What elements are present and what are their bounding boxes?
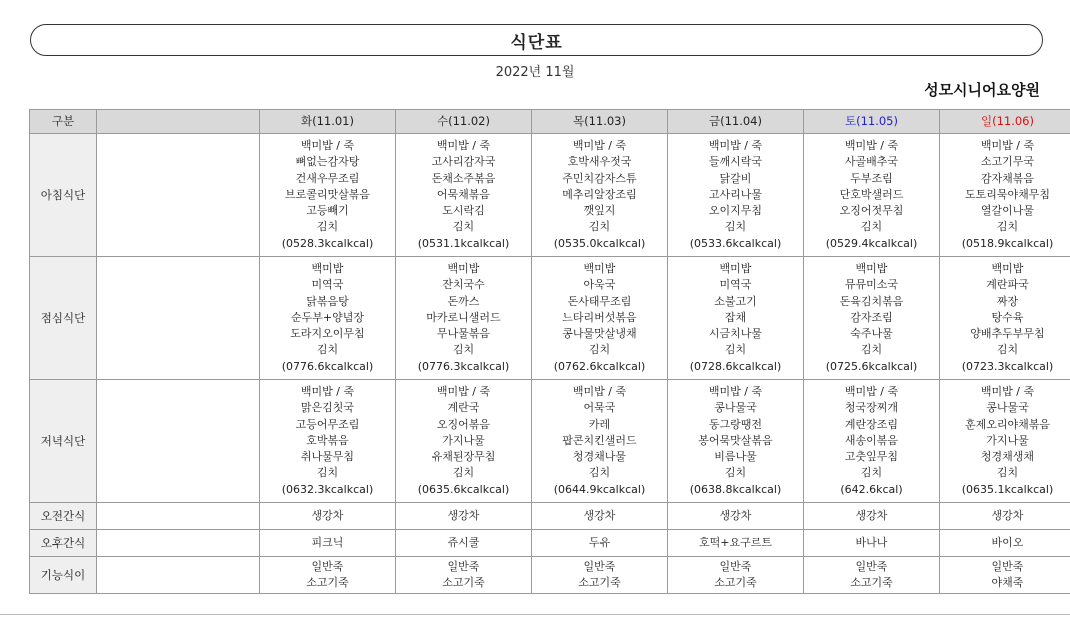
menu-item: 김치 xyxy=(452,466,475,480)
page-subtitle: 2022년 11월 xyxy=(495,65,575,80)
meal-plan-table xyxy=(29,109,1070,594)
menu-item: 호떡+요구르트 xyxy=(699,535,772,549)
menu-cell xyxy=(532,257,668,380)
menu-item: 백미밥 / 죽 xyxy=(572,139,627,153)
menu-item: 감자조림 xyxy=(850,310,893,324)
menu-item: 닭갈비 xyxy=(719,171,752,185)
menu-item: 백미밥 / 죽 xyxy=(708,385,763,399)
menu-item: (0533.6kcalkcal) xyxy=(689,236,782,250)
menu-item: 감자채볶음 xyxy=(980,171,1035,185)
menu-item: 생강차 xyxy=(991,508,1024,522)
menu-item: 계란파국 xyxy=(986,278,1029,292)
menu-item: 미역국 xyxy=(719,278,752,292)
menu-cell xyxy=(940,257,1070,380)
menu-cell xyxy=(940,380,1070,503)
menu-item: 청경채나물 xyxy=(572,450,627,464)
menu-item: 양배추두부무침 xyxy=(970,327,1045,341)
menu-item: 브로콜리맛살볶음 xyxy=(284,187,370,201)
menu-cell xyxy=(260,134,396,257)
page-title: 식단표 xyxy=(510,32,563,53)
menu-item: (0635.1kcalkcal) xyxy=(961,482,1054,496)
menu-item: (0529.4kcalkcal) xyxy=(825,236,918,250)
menu-item: 백미밥 / 죽 xyxy=(436,385,491,399)
menu-item: 열갈이나물 xyxy=(980,204,1035,218)
category-header: 구분 xyxy=(30,110,97,134)
menu-cell xyxy=(260,530,396,557)
menu-item: 바이오 xyxy=(991,535,1024,549)
menu-item: 김치 xyxy=(724,466,747,480)
menu-item: 생강차 xyxy=(855,508,888,522)
table-header-row xyxy=(30,110,1070,134)
menu-item: 가지나물 xyxy=(986,433,1029,447)
menu-item: 김치 xyxy=(316,466,339,480)
menu-item: 깻잎지 xyxy=(583,204,616,218)
menu-item: 김치 xyxy=(452,220,475,234)
menu-cell xyxy=(260,380,396,503)
menu-item: 오징어볶음 xyxy=(436,417,491,431)
menu-item: 고등어무조림 xyxy=(295,417,360,431)
menu-item: 돈육김치볶음 xyxy=(839,294,904,308)
menu-item: 잡채 xyxy=(724,310,747,324)
row-category-label: 아침식단 xyxy=(30,134,97,257)
menu-item: 일반죽 xyxy=(447,559,480,573)
day-header: 수(11.02) xyxy=(396,110,532,134)
menu-item: 일반죽 xyxy=(311,559,344,573)
menu-item: 생강차 xyxy=(447,508,480,522)
menu-item: 돈채소주볶음 xyxy=(431,171,496,185)
menu-item: 백미밥 / 죽 xyxy=(300,385,355,399)
menu-item: 봉어묵맛살볶음 xyxy=(698,433,773,447)
menu-item: 소고기죽 xyxy=(850,576,893,589)
menu-cell xyxy=(532,557,668,594)
menu-cell xyxy=(668,503,804,530)
menu-cell xyxy=(396,380,532,503)
menu-item: 백미밥 / 죽 xyxy=(572,385,627,399)
menu-cell xyxy=(668,557,804,594)
menu-item: 김치 xyxy=(724,343,747,357)
menu-item: 일반죽 xyxy=(719,559,752,573)
table-row xyxy=(30,503,1070,530)
menu-cell xyxy=(668,257,804,380)
blank-cell xyxy=(97,257,260,380)
menu-cell xyxy=(940,557,1070,594)
table-row xyxy=(30,257,1070,380)
menu-item: 취나물무침 xyxy=(300,450,355,464)
menu-item: 일반죽 xyxy=(991,559,1024,573)
day-header: 목(11.03) xyxy=(532,110,668,134)
menu-item: 김치 xyxy=(860,466,883,480)
menu-item: 동그랑땡전 xyxy=(708,417,763,431)
menu-item: 새송이볶음 xyxy=(844,433,899,447)
menu-item: 오이지무침 xyxy=(708,204,763,218)
menu-item: 백미밥 xyxy=(855,262,888,276)
menu-item: 오징어젓무침 xyxy=(839,204,904,218)
menu-item: 소고기죽 xyxy=(578,576,621,589)
row-category-label: 점심식단 xyxy=(30,257,97,380)
blank-cell xyxy=(97,134,260,257)
menu-cell xyxy=(532,530,668,557)
menu-item: 청국장찌개 xyxy=(844,401,899,415)
table-row xyxy=(30,557,1070,594)
menu-item: 야채죽 xyxy=(991,576,1024,589)
menu-item: 백미밥 / 죽 xyxy=(980,139,1035,153)
menu-item: 백미밥 xyxy=(719,262,752,276)
menu-item: 고등빼기 xyxy=(306,204,349,218)
menu-item: 고사리감자국 xyxy=(431,155,496,169)
menu-item: (0723.3kcalkcal) xyxy=(961,359,1054,373)
menu-cell xyxy=(396,503,532,530)
menu-cell xyxy=(396,134,532,257)
menu-item: 고춧잎무침 xyxy=(844,450,899,464)
menu-item: 시금치나물 xyxy=(708,327,763,341)
menu-item: 맑은김칫국 xyxy=(300,401,355,415)
menu-cell xyxy=(804,134,940,257)
blank-header xyxy=(97,110,260,134)
facility-name: 성모시니어요양원 xyxy=(924,81,1040,99)
menu-item: (0644.9kcalkcal) xyxy=(553,482,646,496)
menu-item: 백미밥 xyxy=(311,262,344,276)
menu-cell xyxy=(804,503,940,530)
menu-item: 김치 xyxy=(588,220,611,234)
table-row xyxy=(30,380,1070,503)
menu-item: 일반죽 xyxy=(855,559,888,573)
menu-item: (642.6kcal) xyxy=(840,482,903,496)
menu-item: 닭볶음탕 xyxy=(306,294,349,308)
menu-item: 콩나물맛살냉채 xyxy=(562,327,637,341)
menu-item: 어묵국 xyxy=(583,401,616,415)
menu-item: 백미밥 / 죽 xyxy=(844,385,899,399)
menu-item: 가지나물 xyxy=(442,433,485,447)
menu-item: 주민치감자스튜 xyxy=(562,171,637,185)
row-category-label: 저녁식단 xyxy=(30,380,97,503)
menu-item: 느타리버섯볶음 xyxy=(562,310,637,324)
menu-cell xyxy=(260,557,396,594)
menu-item: (0776.3kcalkcal) xyxy=(417,359,510,373)
menu-item: 소고기죽 xyxy=(714,576,757,589)
menu-item: 생강차 xyxy=(719,508,752,522)
menu-item: 유채된장무침 xyxy=(431,450,496,464)
menu-item: 소불고기 xyxy=(714,294,757,308)
menu-cell xyxy=(940,530,1070,557)
menu-item: (0776.6kcalkcal) xyxy=(281,359,374,373)
day-header-saturday: 토(11.05) xyxy=(804,110,940,134)
menu-item: 백미밥 xyxy=(583,262,616,276)
menu-item: 청경채생채 xyxy=(980,450,1035,464)
day-header: 금(11.04) xyxy=(668,110,804,134)
blank-cell xyxy=(97,503,260,530)
menu-item: (0535.0kcalkcal) xyxy=(553,236,646,250)
menu-item: 백미밥 xyxy=(447,262,480,276)
menu-item: 피크닉 xyxy=(311,535,344,549)
menu-item: 어묵채볶음 xyxy=(436,187,491,201)
menu-item: 생강차 xyxy=(583,508,616,522)
menu-item: 훈제오리야채볶음 xyxy=(964,417,1050,431)
menu-item: 사골배추국 xyxy=(844,155,899,169)
menu-item: 백미밥 / 죽 xyxy=(980,385,1035,399)
menu-cell xyxy=(668,380,804,503)
row-category-label: 오전간식 xyxy=(30,503,97,530)
menu-item: 미역국 xyxy=(311,278,344,292)
menu-cell xyxy=(396,530,532,557)
menu-item: 계란장조림 xyxy=(844,417,899,431)
menu-item: 두부조림 xyxy=(850,171,893,185)
menu-cell xyxy=(804,257,940,380)
table-row xyxy=(30,530,1070,557)
menu-item: 마카로니샐러드 xyxy=(426,310,501,324)
menu-item: 쥬시쿨 xyxy=(447,535,480,549)
menu-item: 무나물볶음 xyxy=(436,327,491,341)
menu-item: (0638.8kcalkcal) xyxy=(689,482,782,496)
blank-cell xyxy=(97,380,260,503)
menu-item: 소고기죽 xyxy=(442,576,485,589)
day-header: 화(11.01) xyxy=(260,110,396,134)
menu-item: (0725.6kcalkcal) xyxy=(825,359,918,373)
menu-cell xyxy=(668,134,804,257)
bottom-divider xyxy=(0,614,1070,615)
menu-cell xyxy=(532,503,668,530)
menu-item: 들깨시락국 xyxy=(708,155,763,169)
menu-item: 도시락김 xyxy=(442,204,485,218)
menu-cell xyxy=(804,380,940,503)
menu-cell xyxy=(668,530,804,557)
menu-item: 메추리알장조림 xyxy=(562,187,637,201)
menu-item: 계란국 xyxy=(447,401,480,415)
menu-item: 일반죽 xyxy=(583,559,616,573)
menu-item: 숙주나물 xyxy=(850,327,893,341)
menu-cell xyxy=(396,557,532,594)
menu-item: 아욱국 xyxy=(583,278,616,292)
menu-cell xyxy=(804,557,940,594)
menu-item: 비름나물 xyxy=(714,450,757,464)
menu-item: (0518.9kcalkcal) xyxy=(961,236,1054,250)
menu-item: 김치 xyxy=(996,220,1019,234)
menu-item: 단호박샐러드 xyxy=(839,187,904,201)
menu-cell xyxy=(532,134,668,257)
menu-item: 김치 xyxy=(996,466,1019,480)
row-category-label: 기능식이 xyxy=(30,557,97,594)
menu-item: 두유 xyxy=(588,535,611,549)
menu-item: 돈까스 xyxy=(447,294,480,308)
menu-item: 호박볶음 xyxy=(306,433,349,447)
menu-item: (0632.3kcalkcal) xyxy=(281,482,374,496)
menu-item: 뼈없는감자탕 xyxy=(295,155,360,169)
table-body xyxy=(30,134,1070,594)
menu-item: (0728.6kcalkcal) xyxy=(689,359,782,373)
menu-item: (0528.3kcalkcal) xyxy=(281,236,374,250)
menu-cell xyxy=(940,134,1070,257)
menu-item: 생강차 xyxy=(311,508,344,522)
blank-cell xyxy=(97,557,260,594)
menu-cell xyxy=(260,257,396,380)
table-row xyxy=(30,134,1070,257)
menu-cell xyxy=(940,503,1070,530)
menu-item: 김치 xyxy=(588,343,611,357)
menu-item: 탕수육 xyxy=(991,310,1024,324)
menu-item: (0635.6kcalkcal) xyxy=(417,482,510,496)
menu-item: 김치 xyxy=(860,220,883,234)
menu-item: 고사리나물 xyxy=(708,187,763,201)
menu-item: 건새우무조림 xyxy=(295,171,360,185)
menu-item: 카레 xyxy=(588,417,611,431)
menu-item: (0531.1kcalkcal) xyxy=(417,236,510,250)
menu-item: 순두부+양념장 xyxy=(291,310,364,324)
menu-cell xyxy=(260,503,396,530)
menu-item: 잔치국수 xyxy=(442,278,485,292)
menu-item: 콩나물국 xyxy=(986,401,1029,415)
menu-item: 뮤뮤미소국 xyxy=(844,278,899,292)
menu-item: 김치 xyxy=(316,220,339,234)
row-category-label: 오후간식 xyxy=(30,530,97,557)
menu-item: 돈사태무조림 xyxy=(567,294,632,308)
menu-item: 김치 xyxy=(860,343,883,357)
menu-item: 김치 xyxy=(996,343,1019,357)
menu-item: 김치 xyxy=(316,343,339,357)
blank-cell xyxy=(97,530,260,557)
menu-cell xyxy=(396,257,532,380)
menu-item: 호박새우젓국 xyxy=(567,155,632,169)
menu-item: 백미밥 / 죽 xyxy=(844,139,899,153)
day-header-sunday: 일(11.06) xyxy=(940,110,1070,134)
menu-item: (0762.6kcalkcal) xyxy=(553,359,646,373)
menu-item: 백미밥 / 죽 xyxy=(300,139,355,153)
menu-item: 도토리묵야채무침 xyxy=(964,187,1050,201)
menu-item: 도라지오이무침 xyxy=(290,327,365,341)
menu-item: 소고기무국 xyxy=(980,155,1035,169)
menu-item: 소고기죽 xyxy=(306,576,349,589)
menu-cell xyxy=(804,530,940,557)
menu-item: 김치 xyxy=(588,466,611,480)
menu-item: 백미밥 xyxy=(991,262,1024,276)
menu-item: 백미밥 / 죽 xyxy=(436,139,491,153)
menu-item: 콩나물국 xyxy=(714,401,757,415)
menu-item: 짜장 xyxy=(996,294,1019,308)
menu-item: 백미밥 / 죽 xyxy=(708,139,763,153)
menu-item: 바나나 xyxy=(855,535,888,549)
menu-title-box xyxy=(30,24,1043,56)
menu-cell xyxy=(532,380,668,503)
menu-item: 팝콘치킨샐러드 xyxy=(562,433,637,447)
menu-item: 김치 xyxy=(724,220,747,234)
menu-item: 김치 xyxy=(452,343,475,357)
